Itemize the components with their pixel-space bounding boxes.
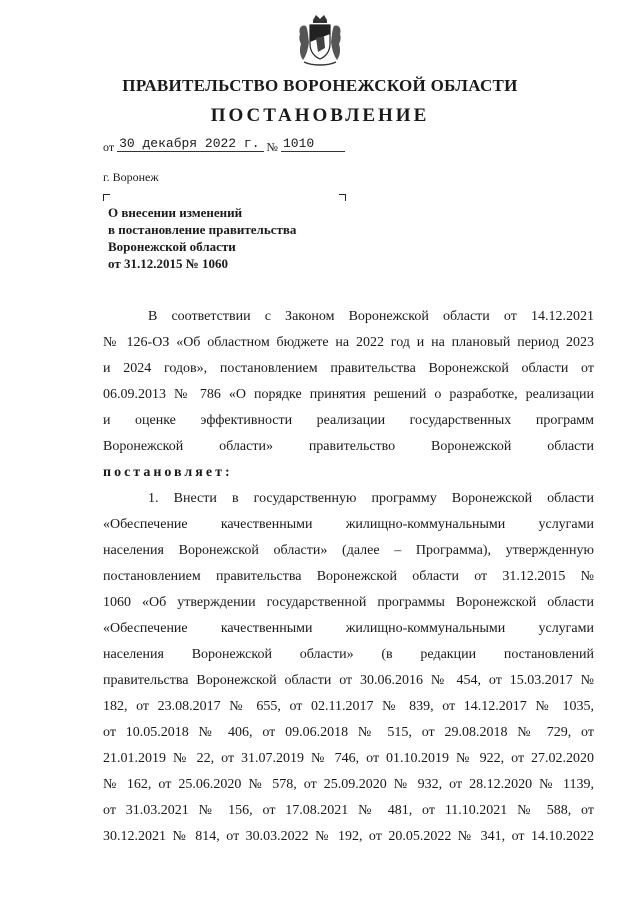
subject-line: О внесении изменений (108, 205, 243, 220)
city: г. Воронеж (103, 170, 159, 184)
body-line: 182, от 23.08.2017 № 655, от 02.11.2017 № 839, от 14.12.2017 № 1035, (103, 699, 594, 714)
resolution-word: постановляет: (103, 465, 233, 480)
body-line: постановлением правительства Воронежской области от 31.12.2015 № (103, 569, 594, 584)
body-line: «Обеспечение качественными жилищно-коммунальными услугами (103, 517, 594, 532)
body-line: «Обеспечение качественными жилищно-коммунальными услугами (103, 621, 594, 636)
government-title: ПРАВИТЕЛЬСТВО ВОРОНЕЖСКОЙ ОБЛАСТИ (122, 76, 518, 95)
document-date-number (103, 136, 345, 155)
body-line: В соответствии с Законом Воронежской области от 14.12.2021 (148, 309, 594, 324)
subject-corner-right (339, 194, 346, 201)
from-label: от (103, 140, 115, 154)
document-subject (108, 204, 296, 272)
body-line: населения Воронежской области» (в редакции постановлений (103, 647, 594, 662)
body-line: правительства Воронежской области от 30.06.2016 № 454, от 15.03.2017 № (103, 673, 594, 688)
subject-line: в постановление правительства (108, 222, 297, 237)
document-body (103, 304, 594, 850)
subject-corner-left (103, 194, 110, 201)
subject-line: от 31.12.2015 № 1060 (108, 256, 229, 271)
coat-of-arms-icon (294, 12, 346, 68)
subject-line: Воронежской области (108, 239, 236, 254)
body-line: № 162, от 25.06.2020 № 578, от 25.09.2020 № 932, от 28.12.2020 № 1139, (103, 777, 594, 792)
body-line: 06.09.2013 № 786 «О порядке принятия решений о разработке, реализации (103, 387, 594, 402)
document-date: 30 декабря 2022 г. (117, 136, 263, 152)
body-line: № 126-ОЗ «Об областном бюджете на 2022 год и на плановый период 2023 (103, 335, 594, 350)
body-line: 1060 «Об утверждении государственной программы Воронежской области (103, 595, 594, 610)
body-line: от 10.05.2018 № 406, от 09.06.2018 № 515, от 29.08.2018 № 729, от (103, 725, 594, 740)
body-line: от 31.03.2021 № 156, от 17.08.2021 № 481, от 11.10.2021 № 588, от (103, 803, 594, 818)
body-line: 1. Внести в государственную программу Воронежской области (148, 491, 594, 506)
body-line: и 2024 годов», постановлением правительства Воронежской области от (103, 361, 594, 376)
body-line: и оценке эффективности реализации государственных программ (103, 413, 594, 428)
body-line: 30.12.2021 № 814, от 30.03.2022 № 192, от 20.05.2022 № 341, от 14.10.2022 (103, 829, 594, 844)
body-line: населения Воронежской области» (далее – Программа), утвержденную (103, 543, 594, 558)
document-type: ПОСТАНОВЛЕНИЕ (210, 105, 430, 126)
body-line: 21.01.2019 № 22, от 31.07.2019 № 746, от 01.10.2019 № 922, от 27.02.2020 (103, 751, 594, 766)
document-number: 1010 (281, 136, 345, 152)
body-line: Воронежской области» правительство Воронежской области (103, 439, 594, 454)
number-label: № (266, 140, 278, 154)
